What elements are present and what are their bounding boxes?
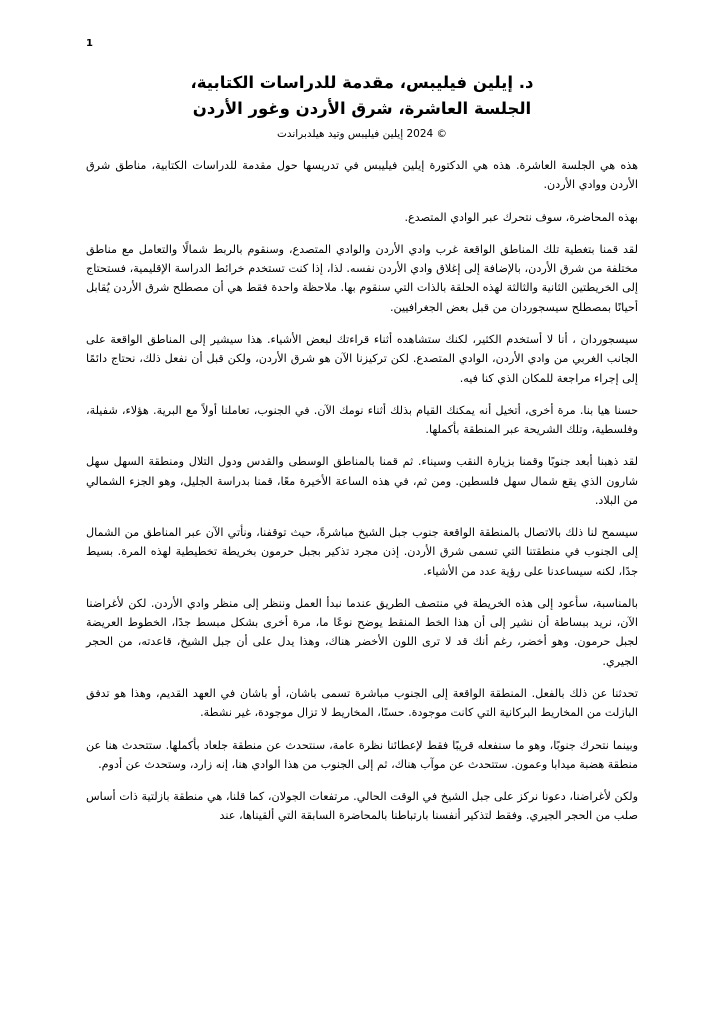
paragraph: حسنا هيا بنا. مرة أخرى، أتخيل أنه يمكنك القيام بذلك أثناء نومك الآن. في الجنوب، تعاملنا أولاً مع البرية. هؤلاء، شفيلة، وفلسطية، وتلك الشريحة عبر المنطقة بأكملها. xyxy=(86,403,638,437)
paragraph: سيسجوردان ، أنا لا أستخدم الكثير، لكنك ستشاهده أثناء قراءتك لبعض الأشياء. هذا سيشير إلى المناطق الواقعة على الجانب الغربي من وادي الأردن، الوادي المتصدع. لكن تركيزنا الآن هو شرق الأردن، ولكن قبل أن نفعل ذلك، نحتاج دائمًا إلى إجراء مراجعة للمكان الذي كنا فيه. xyxy=(86,332,638,385)
paragraph: بالمناسبة، سأعود إلى هذه الخريطة في منتصف الطريق عندما نبدأ العمل وننظر إلى منظر وادي الأردن. لكن لأغراضنا الآن، نريد ببساطة أن نشير إلى أن هذا الخط المنقط يوضح نوعًا ما، مرة أخرى بشكل مبسط جدًا، الخطوط العريضة لجبل حرمون. وهو أخضر، رغم أنك قد لا ترى اللون الأخضر هناك، وهذا يدل على أن جبل الشيخ، قاعدته، من الحجر الجيري. xyxy=(86,596,638,668)
title-block xyxy=(86,70,638,140)
body-text xyxy=(86,156,638,825)
page-number: 1 xyxy=(86,38,93,49)
title-line-2: الجلسة العاشرة، شرق الأردن وغور الأردن xyxy=(192,98,532,118)
paragraph: بهذه المحاضرة، سوف نتحرك عبر الوادي المتصدع. xyxy=(404,210,638,224)
paragraph: سيسمح لنا ذلك بالاتصال بالمنطقة الواقعة جنوب جبل الشيخ مباشرةً، حيث توقفنا، ونأتي الآن عبر المناطق من الشمال إلى الجنوب في منطقتنا التي تسمى شرق الأردن. إذن مجرد تذكير بجبل حرمون بخريطة تخطيطية لهذه المرة. بسيط جدًا، لكنه سيساعدنا على رؤية عدد من الأشياء. xyxy=(86,526,638,578)
paragraph: ولكن لأغراضنا، دعونا نركز على جبل الشيخ في الوقت الحالي. مرتفعات الجولان، كما قلنا، هي منطقة بازلتية ذات أساس صلب من الحجر الجيري. وفقط لتذكير أنفسنا بارتباطنا بالمحاضرة السابقة التي ألقيناها، عند xyxy=(86,790,638,823)
paragraph: لقد ذهبنا أبعد جنوبًا وقمنا بزيارة النقب وسيناء. ثم قمنا بالمناطق الوسطى والقدس ودول التلال ومنطقة السهل سهل شارون الذي يقع شمال سهل فلسطين. ومن ثم، في هذه الساعة الأخيرة معًا، قمنا بدراسة الجليل، وهو الجزء الشمالي من البلاد. xyxy=(86,455,638,507)
page-title xyxy=(86,70,638,121)
paragraph: هذه هي الجلسة العاشرة. هذه هي الدكتورة إيلين فيليبس في تدريسها حول مقدمة للدراسات الكتابية، مناطق شرق الأردن ووادي الأردن. xyxy=(86,159,638,192)
paragraph: تحدثنا عن ذلك بالفعل. المنطقة الواقعة إلى الجنوب مباشرة تسمى باشان، أو باشان في العهد القديم، وهذا هو تدفق البازلت من المخاريط البركانية التي كانت موجودة. حسنًا، المخاريط لا تزال موجودة، غير نشطة. xyxy=(86,686,638,720)
copyright-notice: © 2024 إيلين فيليبس وتيد هيلدبراندت xyxy=(276,128,448,141)
paragraph: وبينما نتحرك جنوبًا، وهو ما سنفعله قريبًا فقط لإعطائنا نظرة عامة، سنتحدث عن منطقة جلعاد بأكملها. ستتحدث هنا عن منطقة هضبة ميدابا وعمون. ستتحدث عن موآب هناك، ثم إلى الجنوب من هذا الوادي هنا، إنه زارد، وستحدث عن أدوم. xyxy=(86,738,638,771)
title-line-1: د. إيلين فيليبس، مقدمة للدراسات الكتابية، xyxy=(190,73,534,92)
paragraph: لقد قمنا بتغطية تلك المناطق الواقعة غرب وادي الأردن والوادي المتصدع، وسنقوم بالربط شمالًا والتعامل مع مناطق مختلفة من شرق الأردن، بالإضافة إلى إغلاق وادي الأردن نفسه. لذا، إذا كنت تستخدم خرائط الدراسة الإقليمية، فستحتاج إلى الخريطتين الثانية والثالثة لهذه الحلقة بالذات التي سنقوم بها. ملاحظة واحدة فقط هي أن مصطلح شرق الأردن يُقابل أحيانًا بمصطلح سيسجوردان من قبل بعض الجغرافيين. xyxy=(86,242,638,314)
